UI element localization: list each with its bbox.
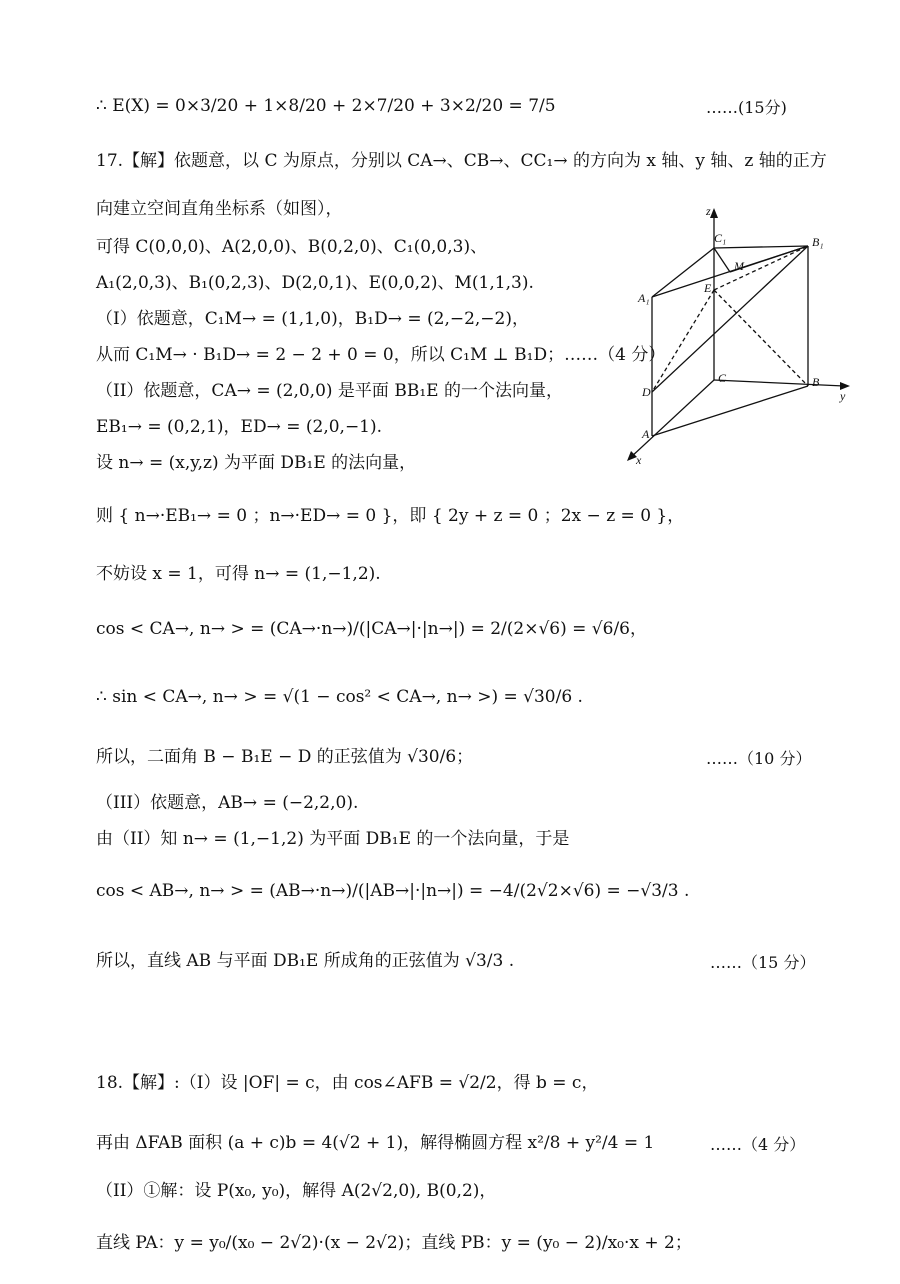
problem-17-cos-ab-line: cos < AB→, n→ > = (AB→·n→)/(|AB→|·|n→|) = −4/(2√2×√6) = −√3/3 . [96,881,690,901]
problem-18-line: 直线 PA：y = y₀/(x₀ − 2√2)·(x − 2√2)；直线 PB：y = (y₀ − 2)/x₀·x + 2； [96,1233,692,1253]
label-B: B [812,375,820,389]
y-axis-line [714,380,844,386]
problem-18-header: 18.【解】:（I）设 |OF| = c，由 cos∠AFB = √2/2，得 b = c， [96,1073,599,1093]
label-z: z [706,204,711,218]
problem-18-line: 再由 ΔFAB 面积 (a + c)b = 4(√2 + 1)，解得椭圆方程 x²/8 + y²/4 = 1 [96,1133,655,1153]
label-y: y [840,389,846,403]
problem-17-cos-line: cos < CA→, n→ > = (CA→·n→)/(|CA→|·|n→|) = 2/(2×√6) = √6/6， [96,619,647,639]
problem-17-line: （II）依题意，CA→ = (2,0,0) 是平面 BB₁E 的一个法向量， [96,381,563,401]
label-C: C [718,371,727,385]
problem-17-line: 向建立空间直角坐标系（如图）， [96,199,343,219]
label-C1: C₁ [714,231,727,245]
score-4: ……（4 分） [710,1135,806,1154]
problem-17-line: 设 n→ = (x,y,z) 为平面 DB₁E 的法向量， [96,453,417,473]
problem-17-line: EB₁→ = (0,2,1)，ED→ = (2,0,−1). [96,417,383,437]
line-DB1 [652,246,808,392]
label-M: M [734,259,744,273]
label-B1: B₁ [812,235,824,249]
edge-AB [652,386,808,436]
prism-figure [622,200,862,470]
problem-17-line: （I）依题意，C₁M→ = (1,1,0)，B₁D→ = (2,−2,−2)， [96,309,530,329]
problem-17-line: 从而 C₁M→ · B₁D→ = 2 − 2 + 0 = 0，所以 C₁M ⊥ B₁D；……（4 分） [96,345,666,365]
problem-17-sin-line: ∴ sin < CA→, n→ > = √(1 − cos² < CA→, n→ >) = √30/6 . [96,687,583,707]
problem-17-line: （III）依题意，AB→ = (−2,2,0). [96,793,359,813]
label-A1: A₁ [638,291,650,305]
expectation-line: ∴ E(X) = 0×3/20 + 1×8/20 + 2×7/20 + 3×2/20 = 7/5 [96,96,556,116]
line-ED [652,290,714,392]
label-E: E [704,281,712,295]
score-10: ……（10 分） [706,749,812,768]
problem-17-system: 则 { n→·EB₁→ = 0 ；n→·ED→ = 0 }，即 { 2y + z = 0 ；2x − z = 0 }， [96,506,685,526]
score-15-second: ……（15 分） [710,953,816,972]
line-EB [714,290,808,386]
score-15-first: ……(15分) [706,98,787,117]
problem-17-line: 由（II）知 n→ = (1,−1,2) 为平面 DB₁E 的一个法向量，于是 [96,829,570,849]
edge-C1B1 [714,246,808,248]
line-C1M [714,248,730,272]
problem-17-dihedral-line: 所以，二面角 B − B₁E − D 的正弦值为 √30/6； [96,747,474,767]
problem-17-line: 不妨设 x = 1，可得 n→ = (1,−1,2). [96,564,381,584]
problem-17-conclusion: 所以，直线 AB 与平面 DB₁E 所成角的正弦值为 √3/3 . [96,951,515,971]
label-A: A [642,427,650,441]
label-x: x [636,453,642,467]
problem-17-line: A₁(2,0,3)、B₁(0,2,3)、D(2,0,1)、E(0,0,2)、M(1,1,3). [96,273,534,293]
label-D: D [642,385,651,399]
z-axis-arrow [710,208,718,218]
problem-17-line: 可得 C(0,0,0)、A(2,0,0)、B(0,2,0)、C₁(0,0,3)、 [96,237,488,257]
problem-17-header: 17.【解】依题意，以 C 为原点，分别以 CA→、CB→、CC₁→ 的方向为 x 轴、y 轴、z 轴的正方 [96,151,827,171]
problem-18-line: （II）①解：设 P(x₀, y₀)，解得 A(2√2,0), B(0,2)， [96,1181,497,1201]
